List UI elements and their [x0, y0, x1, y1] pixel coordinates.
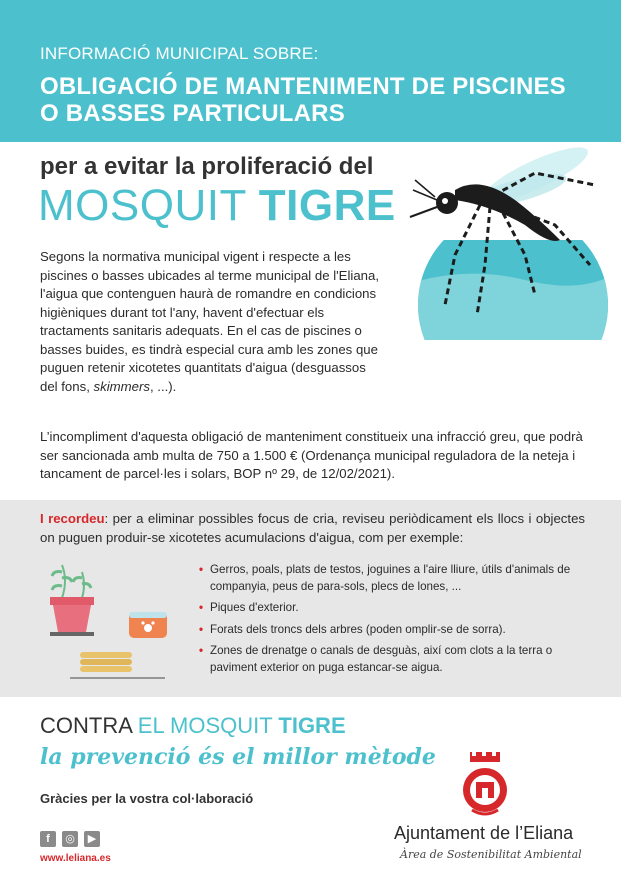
list-item: [199, 622, 592, 639]
bullet-icon: •: [199, 644, 204, 657]
tip-text: Gerros, poals, plats de testos, joguines a l'aire lliure, útils d'animals de companyia, peus de para-sols, plecs de lones, ...: [210, 563, 571, 593]
municipal-crest-icon: [460, 752, 510, 818]
list-item: [199, 562, 592, 595]
paragraph-sancio: L’incompliment d'aquesta obligació de manteniment constitueix una infracció greu, que podrà ser sancionada amb multa de 750 a 1.500 € (Ordenança municipal reguladora de la neteja i tancament de parcel·les i solars, BOP nº 29, de 12/02/2021).: [40, 429, 583, 481]
remember-label: I recordeu: [40, 511, 105, 526]
org-name: Ajuntament de l’Eliana: [394, 823, 574, 843]
tip-text: Forats dels troncs dels arbres (poden omplir-se de sorra).: [210, 622, 506, 636]
subtitle: per a evitar la proliferació del: [40, 153, 374, 180]
tigre-word: TIGRE: [258, 181, 396, 230]
paragraph-normativa: [40, 248, 385, 396]
containers-illustration: [40, 560, 200, 690]
social-links: [40, 831, 100, 847]
main-title-line1: OBLIGACIÓ DE MANTENIMENT DE PISCINES: [40, 73, 566, 100]
facebook-icon[interactable]: f: [40, 831, 56, 847]
org-area: Àrea de Sostenibilitat Ambiental: [400, 848, 582, 861]
bullet-icon: •: [199, 622, 204, 636]
slogan: la prevenció és el millor mètode: [40, 744, 436, 770]
footer-el-mosquit: EL MOSQUIT: [137, 713, 279, 738]
mosquit-word: MOSQUIT: [38, 181, 259, 230]
thanks-text: Gràcies per la vostra col·laboració: [40, 791, 254, 806]
header-kicker: INFORMACIÓ MUNICIPAL SOBRE:: [40, 44, 319, 63]
website-link[interactable]: www.leliana.es: [40, 853, 111, 864]
list-item: [199, 600, 592, 617]
mosquit-tigre-title: [38, 181, 396, 231]
main-title: [40, 73, 621, 127]
remember-intro: [40, 510, 585, 547]
header-band: [0, 0, 621, 142]
footer-contra: CONTRA: [40, 713, 138, 738]
bullet-icon: •: [199, 601, 204, 614]
tip-text: Piques d'exterior.: [210, 601, 299, 614]
bullet-icon: •: [199, 563, 204, 576]
paragraph-normativa-italic: skimmers: [93, 378, 150, 394]
youtube-icon[interactable]: ▶: [84, 831, 100, 847]
tips-list: [199, 562, 592, 681]
instagram-icon[interactable]: ◎: [62, 831, 78, 847]
footer-tigre: TIGRE: [278, 713, 346, 738]
paragraph-normativa-end: , ...).: [149, 378, 177, 394]
remember-text: : per a eliminar possibles focus de cria, reviseu periòdicament els llocs i objectes on puguen produir-se xicotetes acumulacions d'aigua, com per exemple:: [40, 511, 585, 545]
mosquito-illustration: [385, 145, 621, 340]
list-item: [199, 643, 592, 676]
main-title-line2: O BASSES PARTICULARS: [40, 100, 345, 127]
paragraph-normativa-main: Segons la normativa municipal vigent i respecte a les piscines o basses ubicades al terme municipal de l'Eliana, l'aigua que contenguen haurà de romandre en condicions higièniques durant tot l'any, havent d'efectuar els tractaments sanitaris adequats. En el cas de piscines o basses buides, es tindrà especial cura amb les zones que puguen retenir xicotetes quantitats d'aigua (desguassos del fons,: [40, 249, 379, 394]
tip-text: Zones de drenatge o canals de desguàs, així com clots a la terra o paviment exterior on puga estancar-se aigua.: [210, 644, 553, 674]
footer-title: [40, 713, 346, 739]
